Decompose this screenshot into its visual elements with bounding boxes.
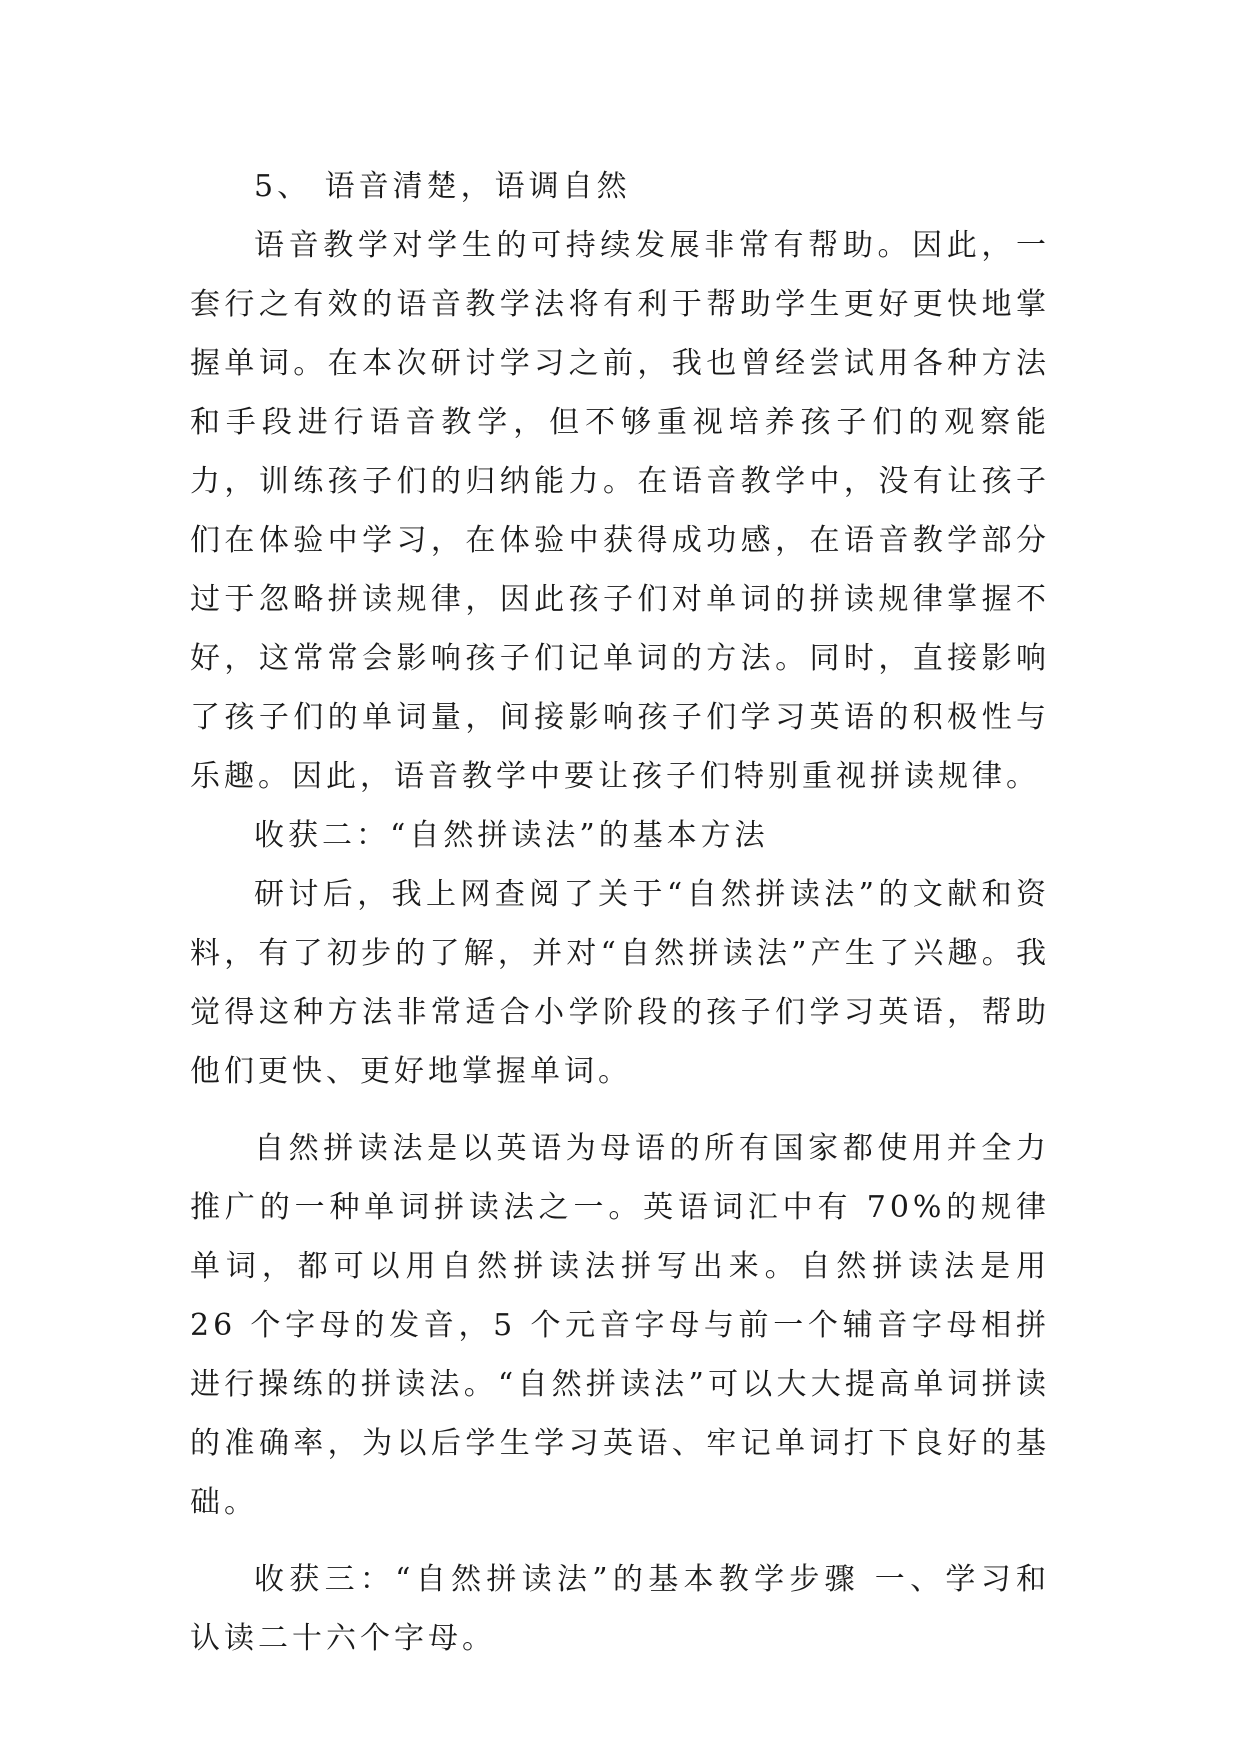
document-body — [190, 157, 1050, 1668]
paragraph-research-after: 研讨后，我上网查阅了关于“自然拼读法”的文献和资料，有了初步的了解，并对“自然拼读法”产生了兴趣。我觉得这种方法非常适合小学阶段的孩子们学习英语，帮助他们更快、更好地掌握单词。 — [190, 877, 1050, 1089]
section-heading-gain-two: 收获二：“自然拼读法”的基本方法 — [254, 818, 769, 853]
paragraph-phonics-teaching: 语音教学对学生的可持续发展非常有帮助。因此，一套行之有效的语音教学法将有利于帮助学生更好更快地掌握单词。在本次研讨学习之前，我也曾经尝试用各种方法和手段进行语音教学，但不够重视培养孩子们的观察能力，训练孩子们的归纳能力。在语音教学中，没有让孩子们在体验中学习，在体验中获得成功感，在语音教学部分过于忽略拼读规律，因此孩子们对单词的拼读规律掌握不好，这常常会影响孩子们记单词的方法。同时，直接影响了孩子们的单词量，间接影响孩子们学习英语的积极性与乐趣。因此，语音教学中要让孩子们特别重视拼读规律。 — [190, 228, 1050, 794]
section-heading-gain-three: 收获三：“自然拼读法”的基本教学步骤 一、学习和认读二十六个字母。 — [190, 1562, 1050, 1656]
paragraph-natural-phonics: 自然拼读法是以英语为母语的所有国家都使用并全力推广的一种单词拼读法之一。英语词汇中有 70%的规律单词，都可以用自然拼读法拼写出来。自然拼读法是用 26 个字母的发音，5 个元音字母与前一个辅音字母相拼进行操练的拼读法。“自然拼读法”可以大大提高单词拼读的准确率，为以后学生学习英语、牢记单词打下良好的基础。 — [190, 1131, 1050, 1520]
section-heading-speech-clarity: 5、 语音清楚，语调自然 — [254, 169, 631, 204]
